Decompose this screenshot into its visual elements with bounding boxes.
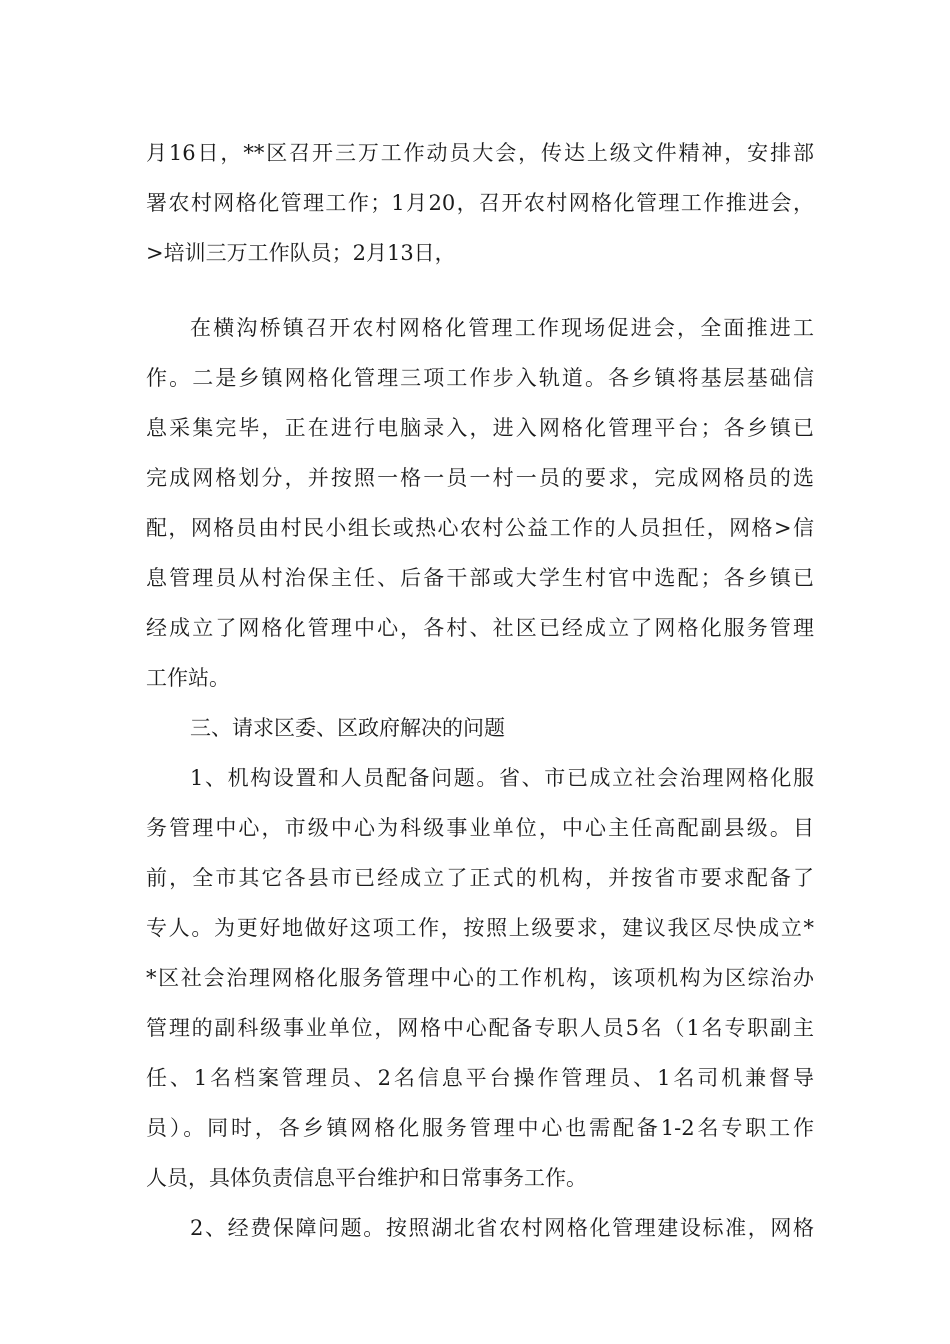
section-heading: 三、请求区委、区政府解决的问题 bbox=[190, 716, 505, 740]
text-line-17: *区社会治理网格化服务管理中心的工作机构，该项机构为区综治办 bbox=[146, 966, 814, 990]
text-line-19: 任、1名档案管理员、2名信息平台操作管理员、1名司机兼督导 bbox=[146, 1066, 814, 1090]
text-line-7: 完成网格划分，并按照一格一员一村一员的要求，完成网格员的选 bbox=[146, 466, 814, 490]
text-line-4: 在横沟桥镇召开农村网格化管理工作现场促进会，全面推进工 bbox=[190, 316, 814, 340]
text-line-10: 经成立了网格化管理中心，各村、社区已经成立了网格化服务管理 bbox=[146, 616, 814, 640]
text-line-2: 署农村网格化管理工作；1月20，召开农村网格化管理工作推进会， bbox=[146, 191, 814, 215]
text-line-3: >培训三万工作队员；2月13日， bbox=[146, 241, 456, 265]
text-line-5: 作。二是乡镇网格化管理三项工作步入轨道。各乡镇将基层基础信 bbox=[146, 366, 814, 390]
text-line-18: 管理的副科级事业单位，网格中心配备专职人员5名（1名专职副主 bbox=[146, 1016, 814, 1040]
text-line-14: 务管理中心，市级中心为科级事业单位，中心主任高配副县级。目 bbox=[146, 816, 814, 840]
text-line-9: 息管理员从村治保主任、后备干部或大学生村官中选配；各乡镇已 bbox=[146, 566, 814, 590]
text-line-21: 人员，具体负责信息平台维护和日常事务工作。 bbox=[146, 1166, 587, 1190]
text-line-16: 专人。为更好地做好这项工作，按照上级要求，建议我区尽快成立* bbox=[146, 916, 814, 940]
text-line-20: 员）。同时，各乡镇网格化服务管理中心也需配备1-2名专职工作 bbox=[146, 1116, 814, 1140]
text-line-8: 配，网格员由村民小组长或热心农村公益工作的人员担任，网格>信 bbox=[146, 516, 814, 540]
text-line-13: 1、机构设置和人员配备问题。省、市已成立社会治理网格化服 bbox=[190, 766, 814, 790]
text-line-1: 月16日，**区召开三万工作动员大会，传达上级文件精神，安排部 bbox=[146, 141, 814, 165]
text-line-15: 前，全市其它各县市已经成立了正式的机构，并按省市要求配备了 bbox=[146, 866, 814, 890]
text-line-6: 息采集完毕，正在进行电脑录入，进入网格化管理平台；各乡镇已 bbox=[146, 416, 814, 440]
text-line-22: 2、经费保障问题。按照湖北省农村网格化管理建设标准，网格 bbox=[190, 1216, 814, 1240]
text-line-11: 工作站。 bbox=[146, 666, 230, 690]
